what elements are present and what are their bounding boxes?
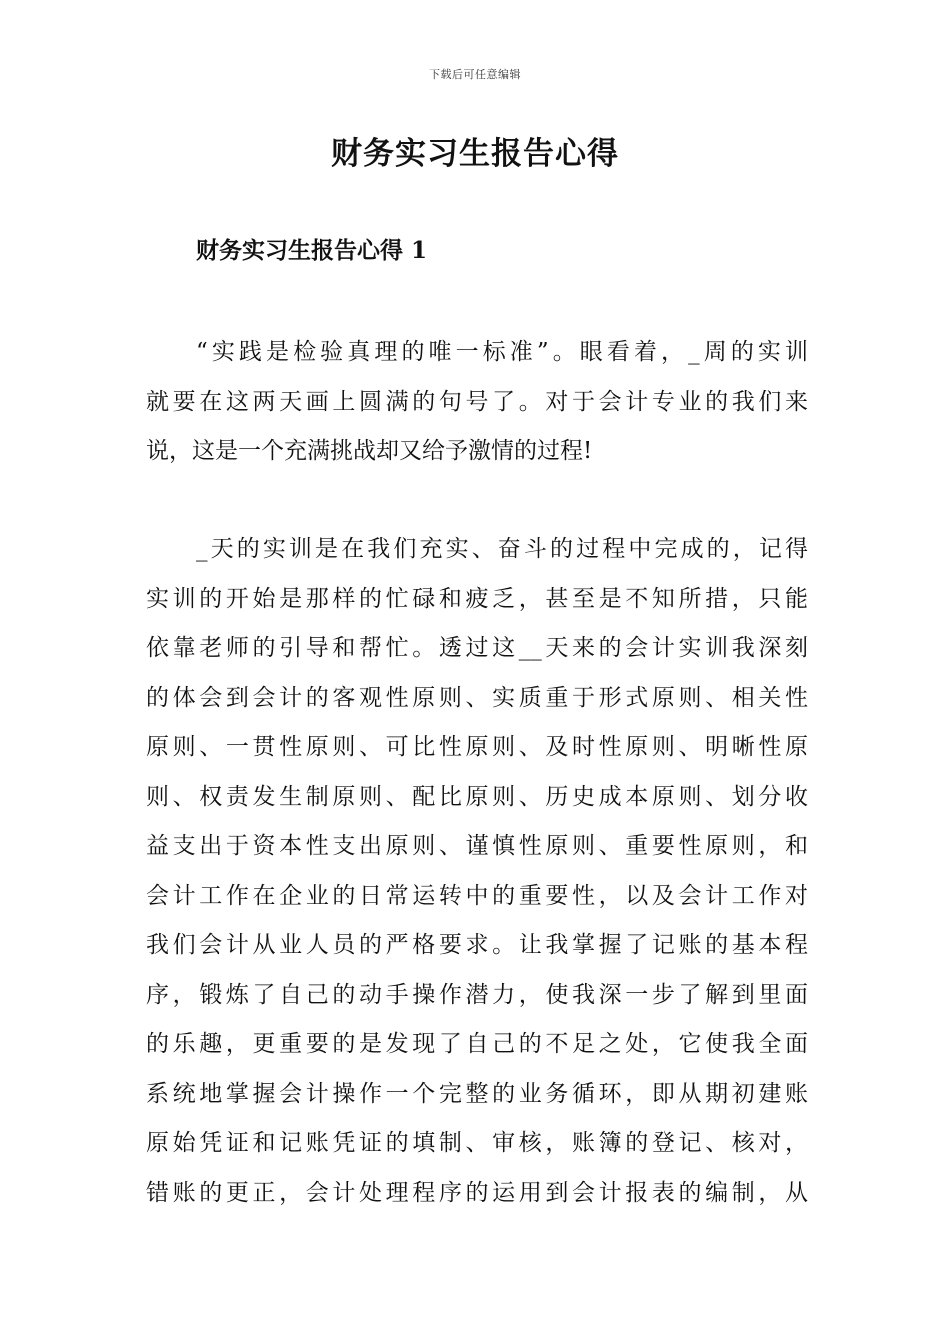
header-note: 下载后可任意编辑 [429, 68, 521, 81]
paragraph-line: 益支出于资本性支出原则、谨慎性原则、重要性原则，和 [146, 833, 808, 859]
paragraph-line: 实训的开始是那样的忙碌和疲乏，甚至是不知所措，只能 [146, 585, 808, 612]
paragraph-1 [146, 328, 808, 477]
paragraph-2 [146, 525, 808, 1218]
section-heading: 财务实习生报告心得 1 [196, 237, 428, 264]
paragraph-line: 则、权责发生制原则、配比原则、历史成本原则、划分收 [146, 783, 808, 810]
document-title: 财务实习生报告心得 [331, 136, 619, 172]
paragraph-line: 我们会计从业人员的严格要求。让我掌握了记账的基本程 [146, 932, 808, 958]
paragraph-line: 系统地掌握会计操作一个完整的业务循环，即从期初建账 [146, 1080, 808, 1107]
paragraph-line: “实践是检验真理的唯一标准”。眼看着，_周的实训 [196, 339, 808, 365]
paragraph-line: 错账的更正，会计处理程序的运用到会计报表的编制，从 [146, 1179, 808, 1206]
paragraph-line: 会计工作在企业的日常运转中的重要性，以及会计工作对 [146, 882, 808, 909]
paragraph-line: 就要在这两天画上圆满的句号了。对于会计专业的我们来 [146, 388, 808, 415]
paragraph-line: 依靠老师的引导和帮忙。透过这__天来的会计实训我深刻 [146, 635, 808, 661]
paragraph-line: 的乐趣，更重要的是发现了自己的不足之处，它使我全面 [146, 1031, 808, 1057]
paragraph-line: 原始凭证和记账凭证的填制、审核，账簿的登记、核对， [146, 1130, 808, 1156]
paragraph-line: 序，锻炼了自己的动手操作潜力，使我深一步了解到里面 [146, 981, 808, 1008]
paragraph-line: _天的实训是在我们充实、奋斗的过程中完成的，记得 [196, 536, 808, 562]
paragraph-line: 原则、一贯性原则、可比性原则、及时性原则、明晰性原 [146, 734, 808, 760]
paragraph-line: 说，这是一个充满挑战却又给予激情的过程! [146, 438, 593, 464]
paragraph-line: 的体会到会计的客观性原则、实质重于形式原则、相关性 [146, 684, 808, 711]
